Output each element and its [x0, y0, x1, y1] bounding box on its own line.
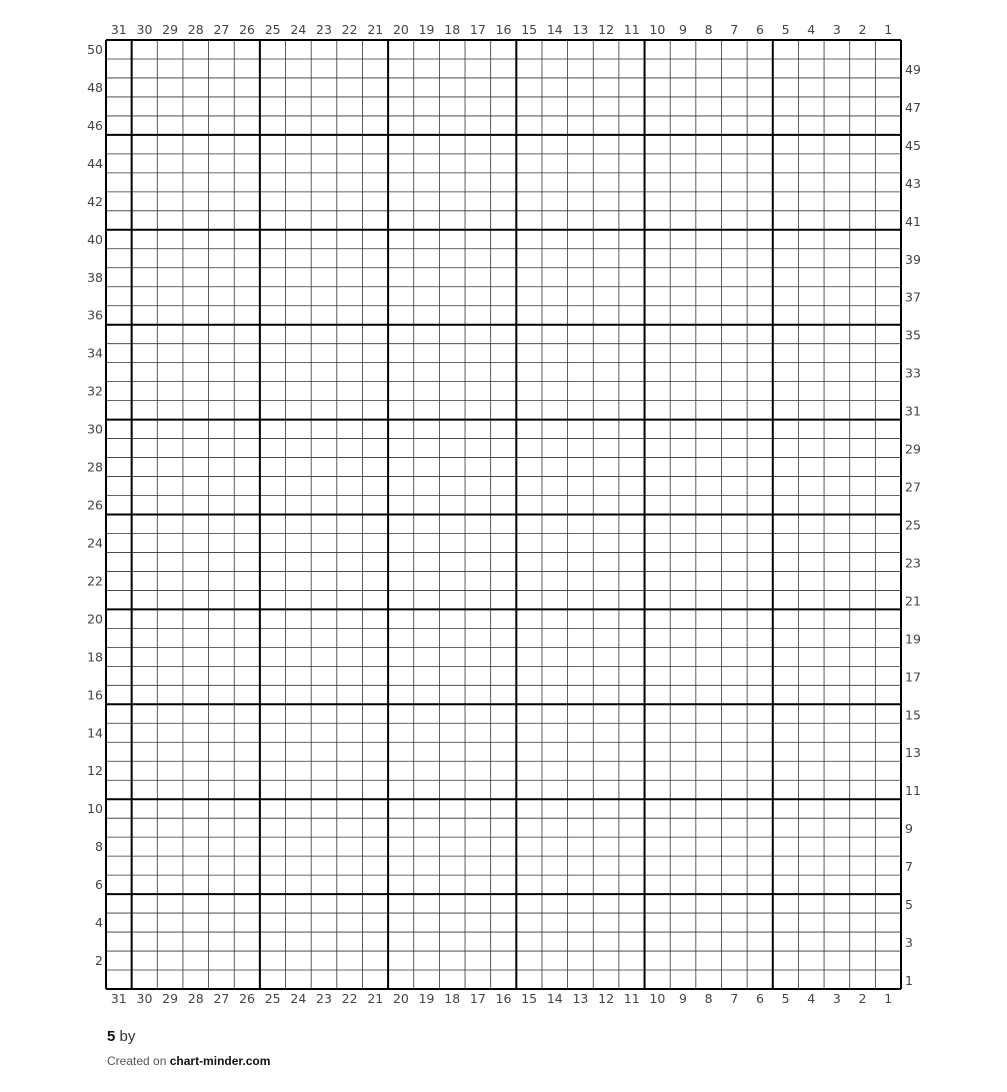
- column-number-top: 3: [832, 22, 841, 37]
- column-number-bottom: 22: [341, 991, 358, 1006]
- column-number-top: 2: [858, 22, 867, 37]
- row-number-left: 4: [95, 915, 103, 931]
- row-number-left: 40: [87, 231, 103, 247]
- column-number-bottom: 26: [239, 991, 256, 1006]
- column-number-top: 30: [136, 22, 153, 37]
- column-number-bottom: 12: [598, 991, 615, 1006]
- column-number-top: 31: [110, 22, 127, 37]
- column-number-bottom: 25: [264, 991, 281, 1006]
- row-number-right: 23: [905, 555, 921, 571]
- column-number-bottom: 31: [110, 991, 127, 1006]
- row-number-right: 7: [905, 859, 913, 875]
- row-number-left: 28: [87, 459, 103, 475]
- row-number-left: 34: [87, 345, 103, 361]
- column-number-top: 8: [704, 22, 713, 37]
- column-number-top: 13: [572, 22, 589, 37]
- column-number-top: 27: [213, 22, 230, 37]
- row-number-left: 30: [87, 421, 103, 437]
- column-number-bottom: 15: [521, 991, 538, 1006]
- row-number-left: 20: [87, 611, 103, 627]
- column-number-top: 4: [807, 22, 816, 37]
- column-number-bottom: 10: [649, 991, 666, 1006]
- row-number-right: 45: [905, 137, 921, 153]
- column-number-top: 5: [781, 22, 790, 37]
- row-number-right: 33: [905, 365, 921, 381]
- column-number-bottom: 2: [858, 991, 867, 1006]
- row-number-left: 38: [87, 269, 103, 285]
- row-number-left: 44: [87, 155, 103, 171]
- row-number-left: 8: [95, 839, 103, 855]
- column-number-top: 17: [469, 22, 486, 37]
- column-number-top: 21: [367, 22, 384, 37]
- column-number-top: 11: [623, 22, 640, 37]
- column-number-bottom: 20: [392, 991, 409, 1006]
- column-number-top: 29: [162, 22, 179, 37]
- row-number-right: 37: [905, 289, 921, 305]
- column-number-bottom: 29: [162, 991, 179, 1006]
- column-number-bottom: 11: [623, 991, 640, 1006]
- column-number-top: 15: [521, 22, 538, 37]
- column-number-bottom: 14: [546, 991, 563, 1006]
- column-number-top: 6: [755, 22, 764, 37]
- row-number-left: 18: [87, 649, 103, 665]
- row-number-left: 46: [87, 117, 103, 133]
- column-number-bottom: 27: [213, 991, 230, 1006]
- column-number-top: 23: [316, 22, 332, 37]
- row-number-right: 41: [905, 213, 921, 229]
- row-number-right: 5: [905, 897, 913, 913]
- row-number-right: 11: [905, 783, 921, 799]
- row-number-right: 35: [905, 327, 921, 343]
- column-number-top: 20: [392, 22, 409, 37]
- row-number-left: 12: [87, 763, 103, 779]
- column-number-top: 25: [264, 22, 281, 37]
- row-number-right: 27: [905, 479, 921, 495]
- row-number-right: 17: [905, 669, 921, 685]
- column-number-bottom: 28: [187, 991, 204, 1006]
- chart-title-line: [107, 1027, 270, 1047]
- column-number-bottom: 16: [495, 991, 512, 1006]
- column-number-bottom: 1: [884, 991, 893, 1006]
- column-number-bottom: 9: [679, 991, 687, 1006]
- column-number-bottom: 8: [704, 991, 713, 1006]
- row-number-left: 32: [87, 383, 103, 399]
- row-number-left: 26: [87, 497, 103, 513]
- column-number-bottom: 4: [807, 991, 816, 1006]
- row-number-right: 13: [905, 745, 921, 761]
- row-number-right: 31: [905, 403, 921, 419]
- column-number-top: 24: [290, 22, 307, 37]
- column-number-top: 1: [884, 22, 893, 37]
- column-numbers-bottom: [111, 991, 892, 1006]
- column-number-bottom: 6: [755, 991, 764, 1006]
- row-number-left: 6: [95, 877, 103, 893]
- row-number-right: 39: [905, 251, 921, 267]
- column-number-bottom: 18: [444, 991, 461, 1006]
- row-number-left: 42: [87, 193, 103, 209]
- chart-title: 5: [107, 1028, 116, 1045]
- row-number-right: 25: [905, 517, 921, 533]
- created-on-credit: [107, 1054, 270, 1068]
- column-number-bottom: 13: [572, 991, 589, 1006]
- row-number-left: 14: [87, 725, 103, 741]
- column-number-bottom: 7: [730, 991, 739, 1006]
- row-number-right: 49: [905, 61, 921, 77]
- author-by-label: by: [119, 1028, 136, 1045]
- row-number-left: 24: [87, 535, 103, 551]
- column-number-top: 26: [239, 22, 256, 37]
- row-number-left: 16: [87, 687, 103, 703]
- column-number-bottom: 21: [367, 991, 384, 1006]
- column-number-bottom: 17: [469, 991, 486, 1006]
- row-number-left: 50: [87, 42, 103, 57]
- row-number-right: 21: [905, 593, 921, 609]
- column-number-bottom: 30: [136, 991, 153, 1006]
- column-number-bottom: 23: [316, 991, 332, 1006]
- column-number-top: 7: [730, 22, 739, 37]
- row-number-left: 2: [95, 953, 103, 969]
- column-number-bottom: 19: [418, 991, 435, 1006]
- row-number-right: 29: [905, 441, 921, 457]
- created-on-label: Created on: [107, 1054, 167, 1068]
- major-grid-lines: [106, 40, 901, 989]
- column-number-bottom: 24: [290, 991, 307, 1006]
- column-number-top: 18: [444, 22, 461, 37]
- column-number-top: 10: [649, 22, 666, 37]
- row-numbers-right: [905, 62, 921, 988]
- row-number-left: 22: [87, 573, 103, 589]
- row-number-right: 47: [905, 99, 921, 115]
- column-number-bottom: 5: [781, 991, 790, 1006]
- column-number-top: 12: [598, 22, 615, 37]
- column-number-top: 9: [679, 22, 687, 37]
- row-number-right: 3: [905, 935, 913, 951]
- row-number-left: 10: [87, 801, 103, 817]
- row-number-left: 48: [87, 79, 103, 95]
- row-number-right: 15: [905, 707, 921, 723]
- row-number-left: 36: [87, 307, 103, 323]
- column-numbers-top: [111, 22, 892, 37]
- chart-footer: [107, 1027, 270, 1068]
- column-number-top: 28: [187, 22, 204, 37]
- site-link[interactable]: chart-minder.com: [169, 1054, 271, 1068]
- row-numbers-left: [87, 42, 103, 968]
- row-number-right: 1: [905, 973, 913, 988]
- row-number-right: 19: [905, 631, 921, 647]
- column-number-top: 19: [418, 22, 435, 37]
- column-number-bottom: 3: [832, 991, 841, 1006]
- column-number-top: 22: [341, 22, 358, 37]
- column-number-top: 16: [495, 22, 512, 37]
- row-number-right: 43: [905, 175, 921, 191]
- row-number-right: 9: [905, 821, 913, 837]
- column-number-top: 14: [546, 22, 563, 37]
